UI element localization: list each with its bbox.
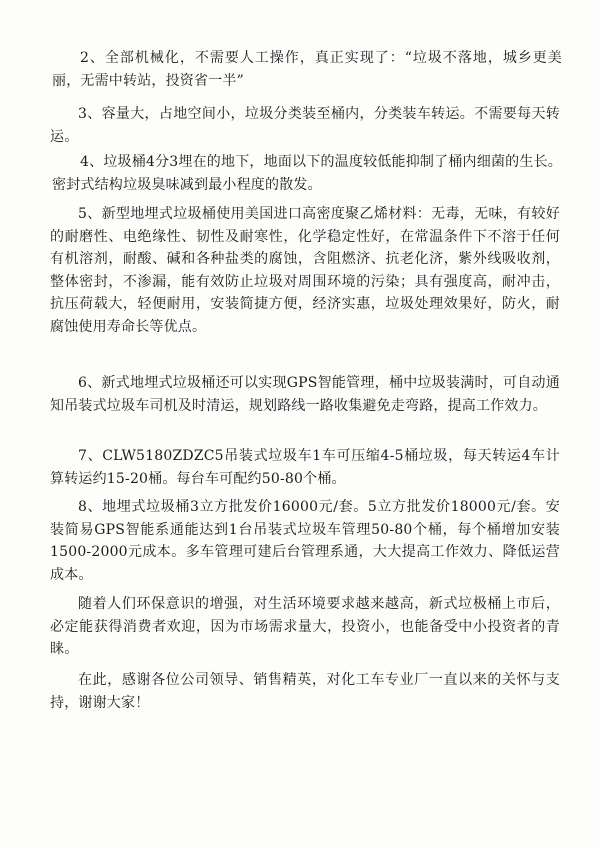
paragraph-item-8: 8、地埋式垃圾桶3立方批发价16000元/套。5立方批发价18000元/套。安装简易GPS智能系通能达到1台吊装式垃圾车管理50-80个桶，每个桶增加安装1500-2000元成本。多车管理可建后台管理系通，大大提高工作效力、降低运营成本。	[50, 499, 560, 583]
paragraph-item-4: 4、垃圾桶4分3埋在的地下，地面以下的温度较低能抑制了桶内细菌的生长。密封式结构垃圾臭味减到最小程度的散发。	[52, 154, 562, 193]
paragraph-item-2: 2、全部机械化，不需要人工操作，真正实现了：“垃圾不落地，城乡更美丽，无需中转站，投资省一半”	[52, 50, 562, 89]
paragraph-item-3: 3、容量大，占地空间小，垃圾分类装至桶内，分类装车转运。不需要每天转运。	[50, 106, 560, 145]
paragraph-item-6: 6、新式地埋式垃圾桶还可以实现GPS智能管理，桶中垃圾装满时，可自动通知吊装式垃圾车司机及时清运，规划路线一路收集避免走弯路，提高工作效力。	[50, 375, 560, 414]
paragraph-outlook: 随着人们环保意识的增强，对生活环境要求越来越高，新式垃极桶上市后，必定能获得消费者欢迎，因为市场需求量大，投资小，也能备受中小投资者的青睐。	[50, 596, 560, 658]
paragraph-item-5: 5、新型地埋式垃圾桶使用美国进口高密度聚乙烯材料：无毒，无味，有较好的耐磨性、电绝缘性、韧性及耐寒性，化学稳定性好，在常温条件下不溶于任何有机溶剂，耐酸、碱和各种盐类的腐蚀，含阻燃济、抗老化济，紫外线吸收剂，整体密封，不渗漏，能有效防止垃圾对周围环境的污染；具有强度高，耐冲击，抗压荷载大，轻便耐用，安装简捷方便，经济实惠，垃圾处理效果好，防火，耐腐蚀使用寿命长等优点。	[50, 206, 560, 335]
paragraph-item-7: 7、CLW5180ZDZC5吊装式垃圾车1车可压缩4-5桶垃圾，每天转运4车计算转运约15-20桶。每台车可配约50-80个桶。	[50, 448, 560, 487]
paragraph-thanks: 在此，感谢各位公司领导、销售精英，对化工车专业厂一直以来的关怀与支持，谢谢大家！	[50, 672, 560, 711]
